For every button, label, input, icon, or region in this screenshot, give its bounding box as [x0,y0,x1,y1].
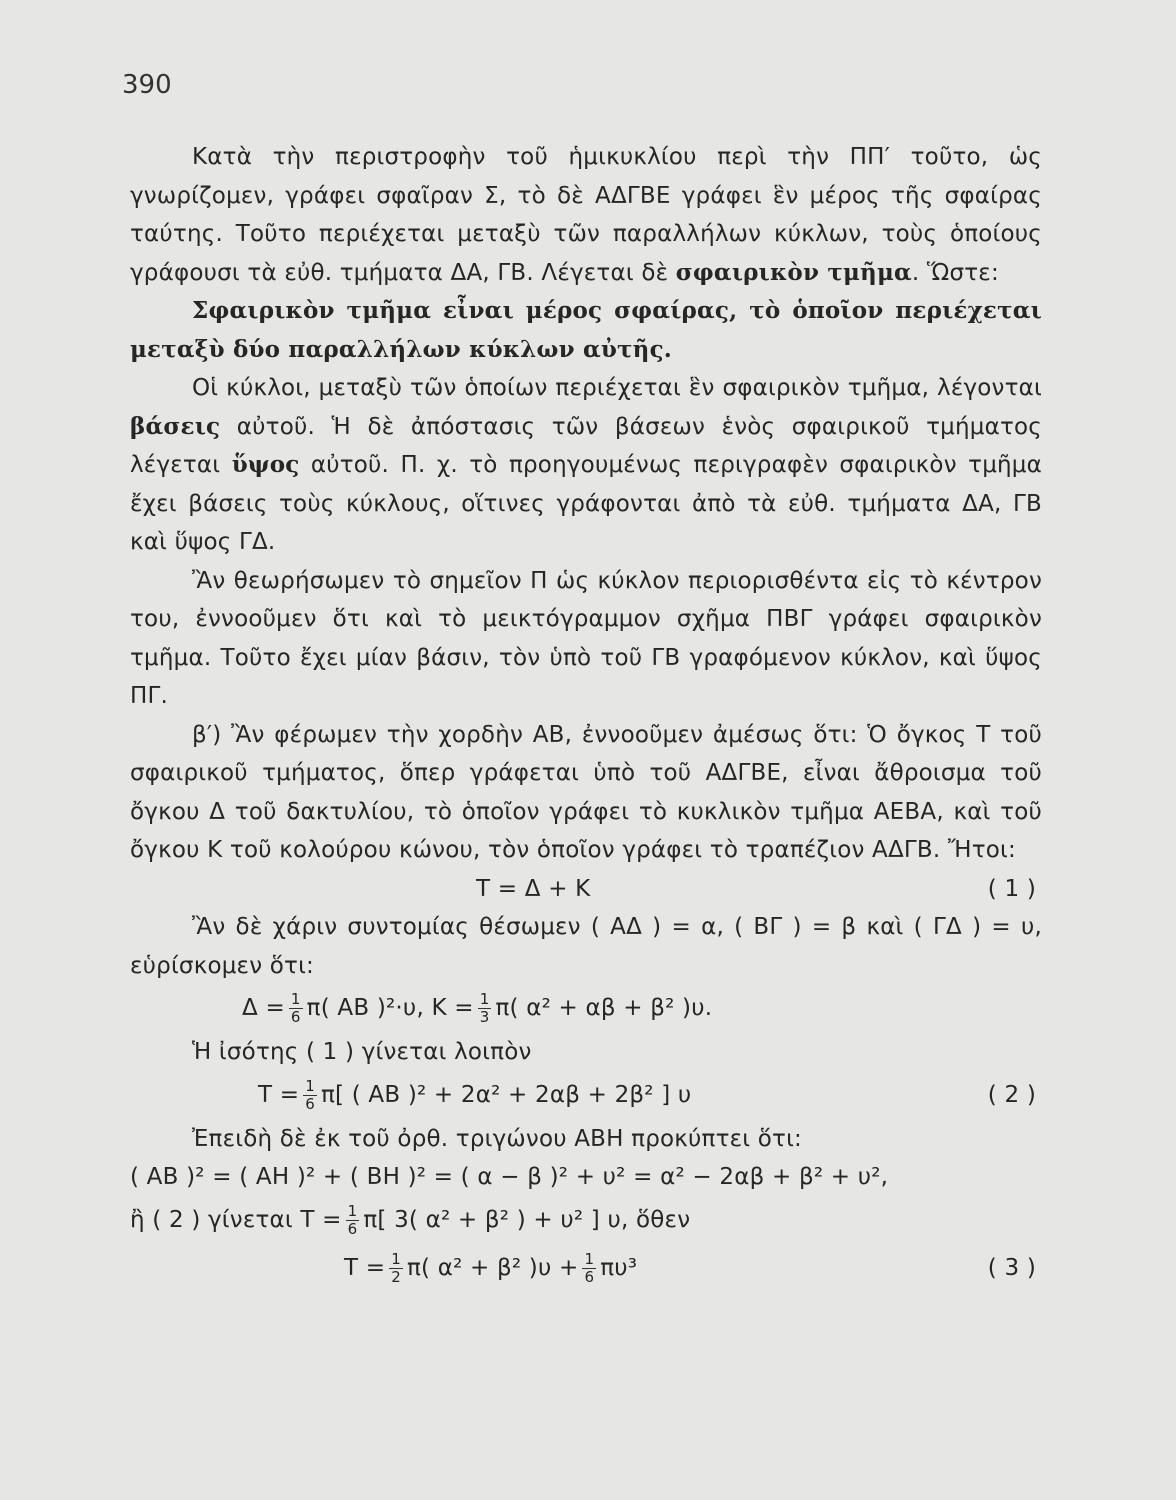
paragraph-point: Ἂν θεωρήσωμεν τὸ σημεῖον Π ὡς κύκλον περιορισθέντα εἰς τὸ κέντρον του, ἐννοοῦμεν ὅτι καὶ τὸ μεικτόγραμμον σχῆμα ΠΒΓ γράφει σφαιρικὸν τμῆμα. Τοῦτο ἔχει μίαν βάσιν, τὸν ὑπὸ τοῦ ΓΒ γραφόμενον κύκλον, καὶ ὕψος ΠΓ. [130,567,1042,709]
formula-text: π[ ( ΑΒ )² + 2α² + 2αβ + 2β² ] υ [320,1081,692,1108]
fraction-numerator: 1 [290,990,301,1008]
paragraph-chord: β′) Ἂν φέρωμεν τὴν χορδὴν ΑΒ, ἐννοοῦμεν ἀμέσως ὅτι: Ὁ ὄγκος Τ τοῦ σφαιρικοῦ τμήματος, ὅπερ γράφεται ὑπὸ τοῦ ΑΔΓΒΕ, εἶναι ἄθροισμα τοῦ ὄγκου Δ τοῦ δακτυλίου, τὸ ὁποῖον γράφει τὸ κυκλικὸν τμῆμα ΑΕΒΑ, καὶ τοῦ ὄγκου Κ τοῦ κολούρου κώνου, τὸν ὁποῖον γράφει τὸ τραπέζιον ΑΔΓΒ. Ἤτοι: [130,721,1042,863]
page-number: 390 [122,70,172,100]
equation-1-expr: Τ = Δ + Κ [476,875,591,902]
paragraph-equality: Ἡ ἰσότης ( 1 ) γίνεται λοιπὸν [192,1039,532,1065]
equation-3 [130,1245,1042,1293]
fraction [303,1078,317,1113]
formula-text: πυ³ [600,1254,638,1281]
fraction [478,991,492,1026]
formula-delta-k-expr [242,989,712,1028]
formula-ab-squared-expr: ( ΑΒ )² = ( ΑΗ )² + ( ΒΗ )² = ( α − β )² + υ² = α² − 2αβ + β² + υ², [130,1164,889,1190]
term-spherical-segment: σφαιρικὸν τμῆμα [675,258,912,286]
paragraph-rotation [130,138,1042,292]
formula-ab-squared [130,1158,1042,1197]
equation-2-expr [258,1076,691,1115]
text-run: Κατὰ τὴν περιστροφὴν τοῦ ἡμικυκλίου περὶ τὴν ΠΠ′ τοῦτο, ὡς γνωρίζομεν, γράφει σφαῖραν Σ, τὸ δὲ ΑΔΓΒΕ γράφει ἓν μέρος τῆς σφαίρας ταύτης. Τοῦτο περιέχεται μεταξὺ τῶν παραλλήλων κύκλων, τοὺς ὁποίους γράφουσι τὰ εὐθ. τμήματα ΔΑ, ΓΒ. Λέγεται δὲ [130,144,1042,286]
fraction [582,1251,596,1286]
formula-delta-k [130,985,1042,1033]
formula-text: Τ = [344,1254,386,1281]
term-height: ὕψος [231,451,300,478]
fraction-denominator: 6 [584,1267,595,1286]
text-run: αὐτοῦ. Ἡ δὲ ἀπόστασις τῶν βάσεων ἑνὸς σφαιρικοῦ τμήματος λέγεται [130,413,1042,478]
fraction-denominator: 6 [290,1008,301,1026]
equation-3-expr [344,1249,637,1288]
paragraph-bases [130,369,1042,562]
formula-text: π( α² + β² )υ + [406,1254,579,1281]
fraction [389,1251,403,1286]
equation-3-number: ( 3 ) [987,1254,1036,1281]
paragraph-abbreviation: Ἂν δὲ χάριν συντομίας θέσωμεν ( ΑΔ ) = α, ( ΒΓ ) = β καὶ ( ΓΔ ) = υ, εὑρίσκομεν ὅτι: [130,914,1042,979]
equation-2 [130,1072,1042,1120]
text-run: αὐτοῦ. Π. χ. τὸ προηγουμένως περιγραφὲν σφαιρικὸν τμῆμα ἔχει βάσεις τοὺς κύκλους, οἵτινες γράφονται ἀπὸ τὰ εὐθ. τμήματα ΔΑ, ΓΒ καὶ ὕψος ΓΔ. [130,452,1043,555]
equation-1 [130,870,1042,909]
fraction [289,991,303,1026]
formula-text: Τ = [258,1081,300,1108]
fraction-numerator: 1 [347,1201,358,1220]
formula-eta-expr [130,1201,690,1240]
formula-eta [130,1197,1042,1245]
fraction-denominator: 3 [479,1008,490,1026]
paragraph-triangle: Ἐπειδὴ δὲ ἐκ τοῦ ὀρθ. τριγώνου ΑΒΗ προκύπτει ὅτι: [192,1125,803,1152]
term-bases: βάσεις [130,412,221,440]
formula-text: π( ΑΒ )²·υ, Κ = [306,995,474,1021]
fraction-denominator: 2 [391,1267,401,1286]
text-run: . Ὥστε: [911,259,999,286]
fraction-numerator: 1 [391,1249,401,1268]
fraction-denominator: 6 [347,1219,358,1238]
formula-text: Δ = [242,995,285,1021]
fraction-numerator: 1 [305,1076,315,1095]
formula-text: ἢ ( 2 ) γίνεται Τ = [130,1206,342,1233]
formula-text: π( α² + αβ + β² )υ. [495,995,713,1021]
text-run: Οἱ κύκλοι, μεταξὺ τῶν ὁποίων περιέχεται ἓν σφαιρικὸν τμῆμα, λέγονται [192,375,1042,401]
formula-text: π[ 3( α² + β² ) + υ² ] υ, ὅθεν [363,1206,691,1233]
fraction-denominator: 6 [305,1094,315,1113]
equation-1-number: ( 1 ) [987,875,1036,902]
body-text [130,138,1042,1293]
fraction-numerator: 1 [584,1249,595,1268]
definition: Σφαιρικὸν τμῆμα εἶναι μέρος σφαίρας, τὸ ὁποῖον περιέχεται μεταξὺ δύο παραλλήλων κύκλων αὐτῆς. [130,297,1042,363]
fraction [346,1203,360,1238]
fraction-numerator: 1 [479,990,490,1008]
equation-2-number: ( 2 ) [987,1081,1036,1108]
